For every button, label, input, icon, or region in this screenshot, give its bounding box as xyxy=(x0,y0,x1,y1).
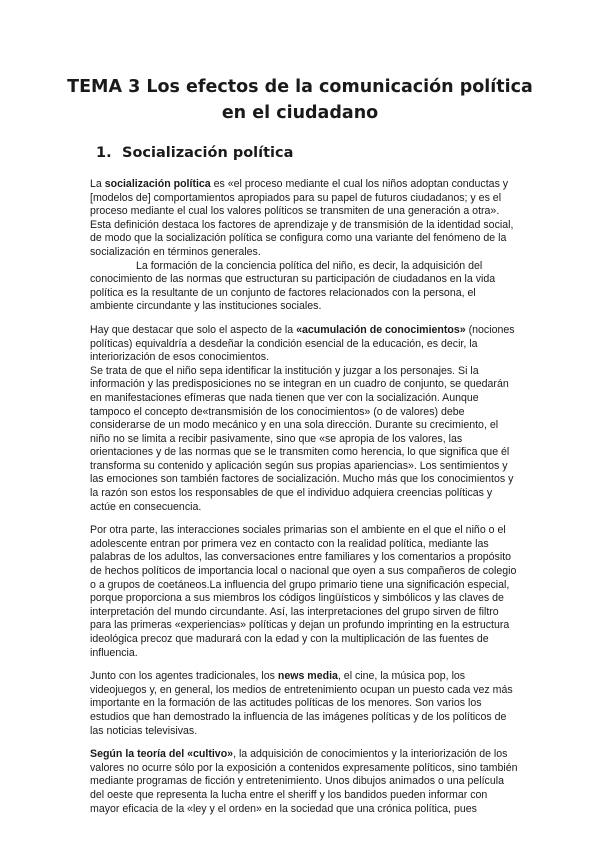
p3-text-start: Hay que destacar que solo el aspecto de la xyxy=(90,323,297,336)
p3-text-end: (nociones políticas) equivaldría a desdeñar la condición esencial de la educación, es decir, la interiorización de esos conocimientos. xyxy=(90,323,515,364)
p7-text-end: , la adquisición de conocimientos y la interiorización de los valores no ocurre sólo por la exposición a contenidos expresamente políticos, sino también mediante programas de ficción y entretenimiento. Unos dibujos animados o una película del oeste que representa la lucha entre el sheriff y los bandidos pueden informar con mayor eficacia de la «ley y el orden» en la sociedad que una crónica política, pues xyxy=(90,748,518,815)
body-text xyxy=(90,178,518,816)
p6-bold-term: news media xyxy=(277,670,338,683)
p3-bold-term: «acumulación de conocimientos» xyxy=(296,323,466,336)
paragraph-3 xyxy=(90,324,518,365)
p7-bold-term: Según la teoría del «cultivo» xyxy=(90,748,234,761)
paragraph-4: Se trata de que el niño sepa identificar la institución y juzgar a los personajes. Si la información y las predisposiciones no se integran en un cuadro de conjunto, se quedarán en manifestaciones efímeras que nada tienen que ver con la socialización. Aunque tampoco el concepto de«transmisión de los conocimientos» (o de valores) debe considerarse de un modo mecánico y en una sola dirección. Durante su crecimiento, el niño no se limita a recibir pasivamente, sino que «se apropia de los valores, las orientaciones y de las normas que se le transmiten como herencia, lo que significa que él transforma su contenido y aplicación según sus propias apariencias». Los sentimientos y las emociones son también factores de socialización. Mucho más que los conocimientos y la razón son estos los responsables de que el individuo adquiera creencias políticas y actúe en consecuencia. xyxy=(90,364,514,513)
title-line-2: en el ciudadano xyxy=(221,103,379,123)
paragraph-7 xyxy=(90,748,518,816)
p6-text-end: , el cine, la música pop, los videojuegos y, en general, los medios de entretenimiento ocupan un puesto cada vez más importante en la formación de las actitudes políticas de los menores. Son varios los estudios que han demostrado la influencia de las imágenes políticas y de los políticos de las noticias televisivas. xyxy=(90,670,513,737)
section-heading xyxy=(96,145,293,161)
paragraph-1 xyxy=(90,178,518,260)
section-title: Socialización política xyxy=(122,145,294,161)
paragraph-5: Por otra parte, las interacciones sociales primarias son el ambiente en el que el niño o el adolescente entran por primera vez en contacto con la realidad política, mediante las palabras de los adultos, las conversaciones entre familiares y los comentarios a propósito de hechos políticos de importancia local o nacional que oyen a sus compañeros de colegio o a grupos de coetáneos.La influencia del grupo primario tiene una significación especial, porque proporciona a sus miembros los códigos lingüísticos y simbólicos y las claves de interpretación del mundo circundante. Así, las interpretaciones del grupo sirven de filtro para las primeras «experiencias» políticas y dejan un profundo imprinting en la estructura ideológica precoz que madurará con la edad y con la multiplicación de las fuentes de influencia. xyxy=(90,524,517,659)
title-line-1: TEMA 3 Los efectos de la comunicación política xyxy=(67,77,533,97)
paragraph-6 xyxy=(90,670,518,738)
p1-text-start: La xyxy=(90,178,105,190)
p1-text-end: es «el proceso mediante el cual los niños adoptan conductas y [modelos de] comportamientos apropiados para su papel de futuros ciudadanos; y es el proceso mediante el cual los valores políticos se transmiten de una generación a otra». Esta definición destaca los factores de aprendizaje y de transmisión de la identidad social, de modo que la socialización política se configura como una variante del fenómeno de la socialización en términos generales. xyxy=(90,178,514,258)
section-number: 1. xyxy=(96,145,112,161)
paragraph-2: La formación de la conciencia política del niño, es decir, la adquisición del conocimiento de las normas que estructuran su participación de ciudadanos en la vida política es la resultante de un conjunto de factores relacionados con la persona, el ambiente circundante y las instituciones sociales. xyxy=(90,259,496,313)
p6-text-start: Junto con los agentes tradicionales, los xyxy=(90,670,278,683)
document-title xyxy=(40,74,560,126)
p1-bold-term: socialización política xyxy=(104,178,211,190)
